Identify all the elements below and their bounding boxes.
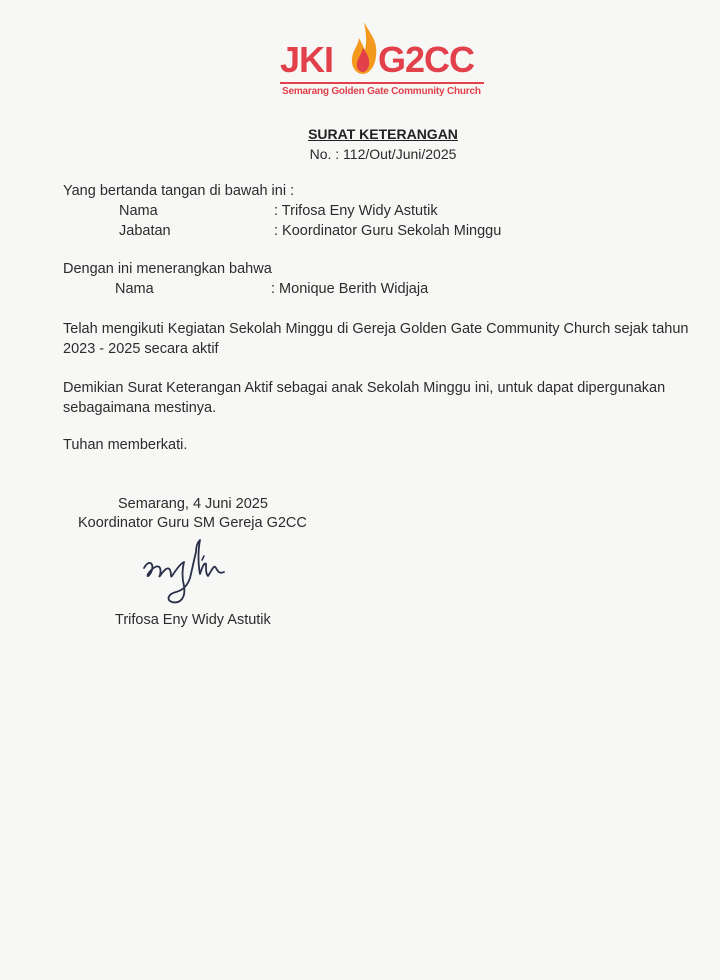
logo-underline xyxy=(280,82,484,84)
logo-g2cc-text: G2CC xyxy=(378,39,475,80)
place-date: Semarang, 4 Juni 2025 xyxy=(118,496,268,512)
subject-name-value: : Monique Berith Widjaja xyxy=(271,281,429,297)
subject-name-label: Nama xyxy=(115,281,154,297)
paragraph-closing-statement: Demikian Surat Keterangan Aktif sebagai anak Sekolah Minggu ini, untuk dapat dipergunakan sebagaimana mestinya. xyxy=(63,380,666,416)
letter-number: No. : 112/Out/Juni/2025 xyxy=(309,146,457,162)
flame-icon xyxy=(348,20,380,76)
logo-subtitle: Semarang Golden Gate Community Church xyxy=(282,86,481,97)
logo-jki-text: JKI xyxy=(280,39,334,80)
signer-position-value: : Koordinator Guru Sekolah Minggu xyxy=(274,223,502,239)
statement-intro: Dengan ini menerangkan bahwa xyxy=(63,261,272,277)
blessing-text: Tuhan memberkati. xyxy=(63,437,188,453)
church-logo xyxy=(280,20,486,102)
signer-name-value: : Trifosa Eny Widy Astutik xyxy=(274,203,438,219)
signer-name-label: Nama xyxy=(119,203,158,219)
letter-title: SURAT KETERANGAN xyxy=(308,126,458,142)
paragraph-activity: Telah mengikuti Kegiatan Sekolah Minggu di Gereja Golden Gate Community Church sejak tahun 2023 - 2025 secara aktif xyxy=(63,321,689,357)
intro-text: Yang bertanda tangan di bawah ini : xyxy=(63,183,295,199)
signer-role: Koordinator Guru SM Gereja G2CC xyxy=(78,515,307,531)
signer-printed-name: Trifosa Eny Widy Astutik xyxy=(115,612,271,628)
signer-position-label: Jabatan xyxy=(119,223,171,239)
handwritten-signature xyxy=(140,538,232,608)
